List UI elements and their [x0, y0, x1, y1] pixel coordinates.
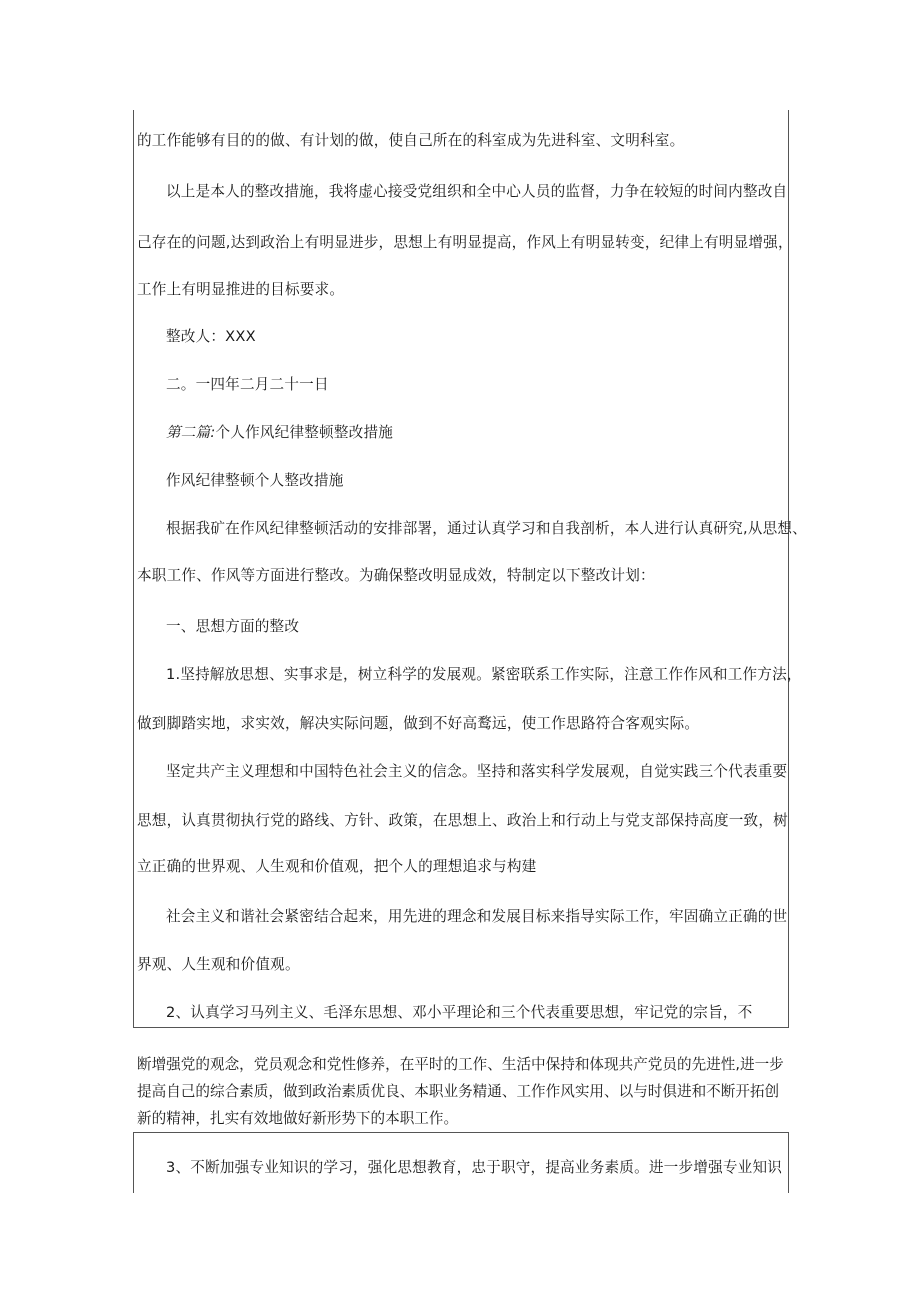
paragraph-line: 1.坚持解放思想、实事求是，树立科学的发展观。紧密联系工作实际，注意工作作风和工作方法， — [166, 666, 802, 683]
date: 二。一四年二月二十一日 — [166, 376, 329, 393]
paragraph-line: 提高自己的综合素质，做到政治素质优良、本职业务精通、工作作风实用、以与时俱进和不断开拓创 — [137, 1083, 780, 1100]
paragraph-line: 本职工作、作风等方面进行整改。为确保整改明显成效，特制定以下整改计划： — [137, 567, 655, 584]
heading: 一、思想方面的整改 — [166, 618, 300, 635]
section-title — [166, 423, 787, 443]
paragraph-line: 做到脚踏实地，求实效，解决实际问题，做到不好高鹜远，使工作思路符合客观实际。 — [137, 715, 700, 732]
paragraph-line: 的工作能够有目的的做、有计划的做，使自己所在的科室成为先进科室、文明科室。 — [137, 132, 685, 149]
signer: 整改人：XXX — [166, 328, 256, 345]
paragraph-line: 己存在的问题,达到政治上有明显进步，思想上有明显提高，作风上有明显转变，纪律上有明显增强， — [137, 234, 793, 251]
paragraph-line: 根据我矿在作风纪律整顿活动的安排部署，通过认真学习和自我剖析，本人进行认真研究,从思想、 — [166, 520, 807, 537]
paragraph-line: 界观、人生观和价值观。 — [137, 956, 300, 973]
subtitle: 作风纪律整顿个人整改措施 — [166, 472, 344, 489]
paragraph-line: 断增强党的观念，党员观念和党性修养，在平时的工作、生活中保持和体现共产党员的先进性,进一步 — [137, 1056, 784, 1073]
section-prefix: 第二篇: — [166, 424, 216, 441]
paragraph-line: 立正确的世界观、人生观和价值观，把个人的理想追求与构建 — [137, 858, 537, 875]
paragraph-line: 思想，认真贯彻执行党的路线、方针、政策，在思想上、政治上和行动上与党支部保持高度一致，树 — [137, 812, 788, 829]
paragraph-line: 坚定共产主义理想和中国特色社会主义的信念。坚持和落实科学发展观，自觉实践三个代表重要 — [166, 763, 788, 780]
paragraph-line: 新的精神，扎实有效地做好新形势下的本职工作。 — [137, 1110, 459, 1127]
paragraph-line: 工作上有明显推进的目标要求。 — [137, 281, 345, 298]
paragraph-line: 以上是本人的整改措施，我将虚心接受党组织和全中心人员的监督，力争在较短的时间内整改自 — [166, 183, 788, 200]
paragraph-line: 2、认真学习马列主义、毛泽东思想、邓小平理论和三个代表重要思想，牢记党的宗旨，不 — [166, 1004, 753, 1021]
paragraph-line: 社会主义和谐社会紧密结合起来，用先进的理念和发展目标来指导实际工作，牢固确立正确的世 — [166, 908, 788, 925]
paragraph-line: 3、不断加强专业知识的学习，强化思想教育，忠于职守，提高业务素质。进一步增强专业知识 — [166, 1159, 783, 1176]
section-title-text: 个人作风纪律整顿整改措施 — [215, 424, 394, 441]
